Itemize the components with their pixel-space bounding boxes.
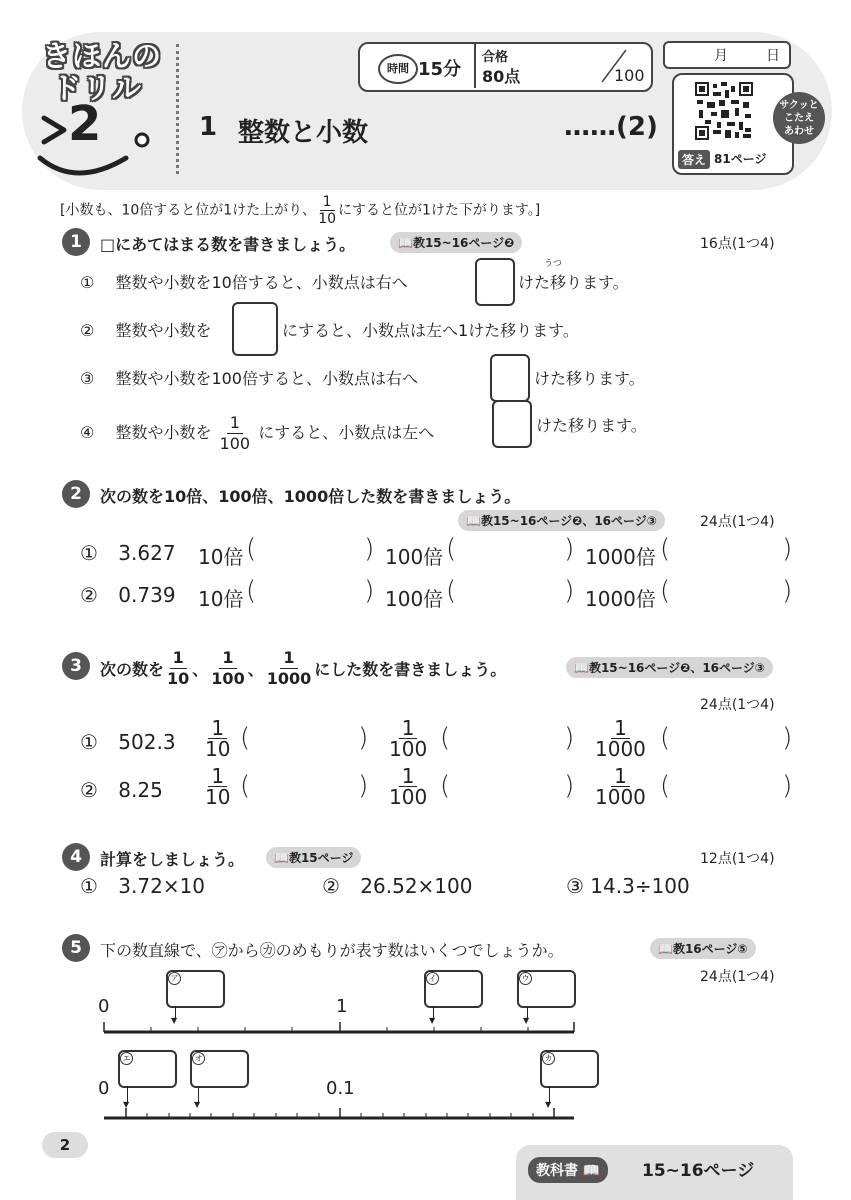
q1-item-3-post: けた移ります。: [534, 369, 645, 388]
month-label: 月: [714, 48, 728, 64]
pass-value: 80点: [482, 67, 521, 86]
unit-part: ……(2): [564, 112, 658, 142]
number-line-1-mid: 1: [336, 996, 348, 1017]
hint-fraction: $\frac{1}{10}$: [318, 194, 337, 227]
q1-answer-box-4[interactable]: [492, 400, 532, 448]
arrowhead-i-icon: ▼: [429, 1016, 436, 1025]
question-1-number: 1: [62, 228, 90, 256]
q4-item-3: ③ 14.3÷100: [566, 874, 690, 898]
question-3-textbook-ref: 📖教15~16ページ❷、16ページ③: [566, 657, 773, 678]
q3-item-1-frac-1000: $\frac{1}{1000}$: [595, 716, 646, 761]
header-divider: [176, 44, 179, 174]
book-icon: 📖: [398, 236, 413, 250]
q3-item-1-paren-2[interactable]: ( ): [440, 723, 575, 753]
q4-item-1: ① 3.72×10: [80, 874, 206, 898]
arrowhead-u-icon: ▼: [523, 1016, 530, 1025]
stopwatch-icon: 時間: [378, 54, 418, 84]
question-1-textbook-ref: 📖教15~16ページ❷: [390, 232, 522, 253]
qr-code-icon[interactable]: [695, 82, 753, 140]
q3-item-2-paren-1[interactable]: ( ): [240, 771, 369, 801]
question-1-text: □にあてはまる数を書きましょう。: [100, 235, 356, 254]
q2-item-2-label-10: 10倍: [198, 587, 244, 611]
q3-item-1: ① 502.3: [80, 730, 176, 754]
label-o: オ: [192, 1052, 205, 1065]
q3-item-2-frac-1000: $\frac{1}{1000}$: [595, 764, 646, 809]
q1-item-4-fraction: $\frac{1}{100}$: [219, 413, 251, 453]
number-line-2-mid: 0.1: [326, 1078, 355, 1099]
q1-item-3: ③ 整数や小数を100倍すると、小数点は右へ: [80, 369, 418, 388]
q2-item-1-paren-3[interactable]: ( ): [660, 534, 793, 564]
question-4-number: 4: [62, 843, 90, 871]
logo-number: 2: [68, 96, 102, 152]
question-5-number: 5: [62, 934, 90, 962]
question-5-text: 下の数直線で、㋐から㋕のめもりが表す数はいくつでしょうか。: [100, 941, 564, 960]
q2-item-1: ① 3.627: [80, 541, 176, 565]
logo-text-line2: ドリル: [52, 71, 143, 105]
q3-item-1-frac-10: $\frac{1}{10}$: [205, 716, 231, 761]
answer-label: 答え: [678, 150, 710, 169]
q1-item-2: ② 整数や小数を: [80, 321, 212, 340]
book-icon: 📖: [582, 1163, 601, 1179]
question-5-points: 24点(1つ4): [700, 969, 775, 985]
q3-fraction-10: $\frac{1}{10}$: [167, 648, 190, 688]
label-e: エ: [120, 1052, 133, 1065]
book-icon: 📖: [574, 661, 589, 675]
q2-item-1-label-1000: 1000倍: [585, 545, 656, 569]
question-4-points: 12点(1つ4): [700, 851, 775, 867]
page-number: 2: [42, 1132, 88, 1158]
arrowhead-a-icon: ▼: [171, 1016, 178, 1025]
arrowhead-e-icon: ▼: [123, 1100, 130, 1109]
q2-item-1-label-100: 100倍: [385, 545, 444, 569]
label-u: ウ: [519, 972, 532, 985]
question-2-text: 次の数を10倍、100倍、1000倍した数を書きましょう。: [100, 487, 521, 506]
q3-item-2-frac-100: $\frac{1}{100}$: [389, 764, 428, 809]
quick-check-badge[interactable]: サクッと こたえ あわせ: [773, 92, 825, 144]
time-divider: [474, 44, 476, 88]
q3-item-1-frac-100: $\frac{1}{100}$: [389, 716, 428, 761]
question-5-textbook-ref: 📖教16ページ⑤: [650, 938, 756, 959]
q2-item-1-label-10: 10倍: [198, 545, 244, 569]
q3-item-2-paren-3[interactable]: ( ): [660, 771, 793, 801]
number-line-2-start: 0: [98, 1078, 110, 1099]
q2-item-2-paren-1[interactable]: ( ): [246, 576, 375, 606]
q2-item-1-paren-2[interactable]: ( ): [446, 534, 575, 564]
q1-ruby: うつ: [544, 259, 563, 269]
number-line-1-start: 0: [98, 996, 110, 1017]
q1-answer-box-1[interactable]: [475, 258, 515, 306]
q3-item-2-frac-10: $\frac{1}{10}$: [205, 764, 231, 809]
q2-item-2-paren-2[interactable]: ( ): [446, 576, 575, 606]
q1-answer-box-2[interactable]: [232, 302, 278, 356]
q3-item-1-paren-3[interactable]: ( ): [660, 723, 793, 753]
arrowhead-ka-icon: ▼: [545, 1100, 552, 1109]
q3-item-2-paren-2[interactable]: ( ): [440, 771, 575, 801]
pass-label: 合格: [482, 50, 509, 65]
question-3-points: 24点(1つ4): [700, 697, 775, 713]
question-2-points: 24点(1つ4): [700, 514, 775, 530]
question-4-textbook-ref: 📖教15ページ: [266, 847, 361, 868]
q1-item-4-post: けた移ります。: [536, 416, 647, 435]
q3-fraction-100: $\frac{1}{100}$: [211, 648, 245, 688]
q3-fraction-1000: $\frac{1}{1000}$: [266, 648, 312, 688]
question-4-text: 計算をしましょう。: [100, 850, 245, 869]
q1-item-2-post: にすると、小数点は左へ1けた移ります。: [282, 321, 579, 340]
question-3-number: 3: [62, 652, 90, 680]
q2-item-2-paren-3[interactable]: ( ): [660, 576, 793, 606]
book-icon: 📖: [466, 514, 481, 528]
book-icon: 📖: [274, 851, 289, 865]
q2-item-1-paren-1[interactable]: ( ): [246, 534, 375, 564]
question-2-number: 2: [62, 480, 90, 508]
q1-item-4: ④ 整数や小数を $\frac{1}{100}$ にすると、小数点は左へ: [80, 413, 435, 453]
question-1-points: 16点(1つ4): [700, 236, 775, 252]
hint-text: [小数も、10倍すると位が1けた上がり、 $\frac{1}{10}$ にすると位が1けた下がります。]: [60, 194, 541, 227]
question-3-text: 次の数を $\frac{1}{10}$ 、 $\frac{1}{100}$ 、 $\frac{1}{1000}$ にした数を書きましょう。: [100, 648, 507, 688]
arrowhead-o-icon: ▼: [194, 1100, 201, 1109]
book-icon: 📖: [658, 942, 673, 956]
day-label: 日: [766, 48, 780, 64]
question-2-textbook-ref: 📖教15~16ページ❷、16ページ③: [458, 510, 665, 531]
q1-answer-box-3[interactable]: [490, 354, 530, 402]
q2-item-2-label-1000: 1000倍: [585, 587, 656, 611]
q1-item-1-post: けた移ります。: [518, 273, 629, 292]
answer-page: 81ページ: [714, 152, 767, 166]
label-ka: カ: [542, 1052, 555, 1065]
label-i: イ: [426, 972, 439, 985]
unit-number: 1: [199, 112, 218, 142]
time-value: 15分: [418, 59, 462, 80]
q4-item-2: ② 26.52×100: [322, 874, 473, 898]
unit-title: 整数と小数: [238, 118, 369, 148]
q3-item-2: ② 8.25: [80, 778, 163, 802]
label-a: ア: [168, 972, 181, 985]
logo-text-line1: きほんの: [42, 39, 163, 73]
q2-item-2-label-100: 100倍: [385, 587, 444, 611]
textbook-pages: 15~16ページ: [642, 1161, 755, 1181]
q1-item-1: ① 整数や小数を10倍すると、小数点は右へ: [80, 273, 408, 292]
textbook-label: 教科書 📖: [528, 1157, 608, 1183]
q2-item-2: ② 0.739: [80, 583, 176, 607]
q3-item-1-paren-1[interactable]: ( ): [240, 723, 369, 753]
score-total: 100: [614, 66, 645, 85]
